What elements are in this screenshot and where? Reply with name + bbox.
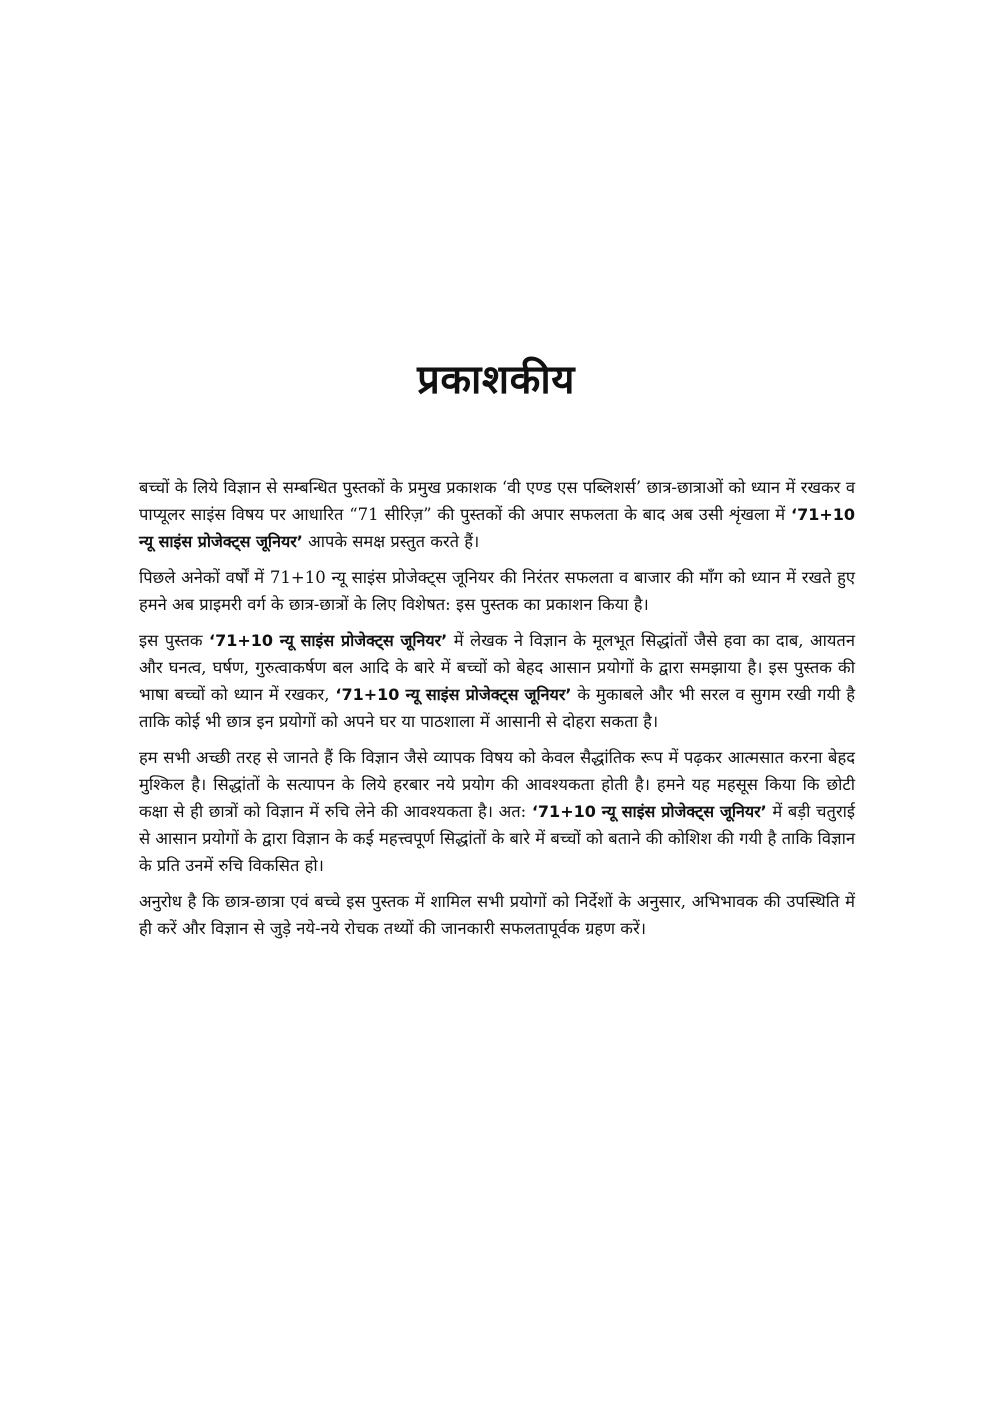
body-text [139,474,855,951]
paragraph-text: में लेखक ने विज्ञान के मूलभूत सिद्धांतों जैसे हवा का दाब, आयतन और घनत्व, घर्षण, गुरुत्वाकर्षण बल आदि के बारे में बच्चों को बेहद आसान प्रयोगों के द्वारा समझाया है। इस पुस्तक की भाषा बच्चों को ध्यान में रखकर, [139,631,855,704]
paragraph-request [139,888,855,942]
book-title-emphasis: ‘71+10 न्यू साइंस प्रोजेक्ट्स जूनियर’ [139,505,855,551]
paragraph-background [139,564,855,618]
paragraph-purpose [139,744,855,879]
paragraph-text: हम सभी अच्छी तरह से जानते हैं कि विज्ञान जैसे व्यापक विषय को केवल सैद्धांतिक रूप में पढ़कर आत्मसात करना बेहद मुश्किल है। सिद्धांतों के सत्यापन के लिये हरबार नये प्रयोग की आवश्यकता होती है। हमने यह महसूस किया कि छोटी कक्षा से ही छात्रों को विज्ञान में रुचि लेने की आवश्यकता है। अत: [139,748,855,821]
paragraph-text: में बड़ी चतुराई से आसान प्रयोगों के द्वारा विज्ञान के कई महत्त्वपूर्ण सिद्धांतों के बारे में बच्चों को बताने की कोशिश की गयी है ताकि विज्ञान के प्रति उनमें रुचि विकसित हो। [139,802,855,875]
paragraph-text: अनुरोध है कि छात्र-छात्रा एवं बच्चे इस पुस्तक में शामिल सभी प्रयोगों को निर्देशों के अनुसार, अभिभावक की उपस्थिति में ही करें और विज्ञान से जुड़े नये-नये रोचक तथ्यों की जानकारी सफलतापूर्वक ग्रहण करें। [139,892,855,938]
paragraph-content [139,627,855,735]
paragraph-text: पिछले अनेकों वर्षों में 71+10 न्यू साइंस प्रोजेक्ट्स जूनियर की निरंतर सफलता व बाजार की माँग को ध्यान में रखते हुए हमने अब प्राइमरी वर्ग के छात्र-छात्रों के लिए विशेषत: इस पुस्तक का प्रकाशन किया है। [139,568,855,614]
paragraph-text: आपके समक्ष प्रस्तुत करते हैं। [302,532,480,551]
book-title-emphasis: ‘71+10 न्यू साइंस प्रोजेक्ट्स जूनियर’ [335,685,572,704]
paragraph-text: बच्चों के लिये विज्ञान से सम्बन्धित पुस्तकों के प्रमुख प्रकाशक ‘वी एण्ड एस पब्लिशर्स’ छात्र-छात्राओं को ध्यान में रखकर व पाप्यूलर साइंस विषय पर आधारित “71 सीरिज़” की पुस्तकों की अपार सफलता के बाद अब उसी शृंखला में [139,478,855,524]
paragraph-text: के मुकाबले और भी सरल व सुगम रखी गयी है ताकि कोई भी छात्र इन प्रयोगों को अपने घर या पाठशाला में आसानी से दोहरा सकता है। [139,685,855,731]
book-title-emphasis: ‘71+10 न्यू साइंस प्रोजेक्ट्स जूनियर’ [531,802,767,821]
paragraph-intro [139,474,855,555]
book-title-emphasis: ‘71+10 न्यू साइंस प्रोजेक्ट्स जूनियर’ [209,631,448,650]
page-title: प्रकाशकीय [417,357,575,403]
paragraph-text: इस पुस्तक [139,631,210,650]
